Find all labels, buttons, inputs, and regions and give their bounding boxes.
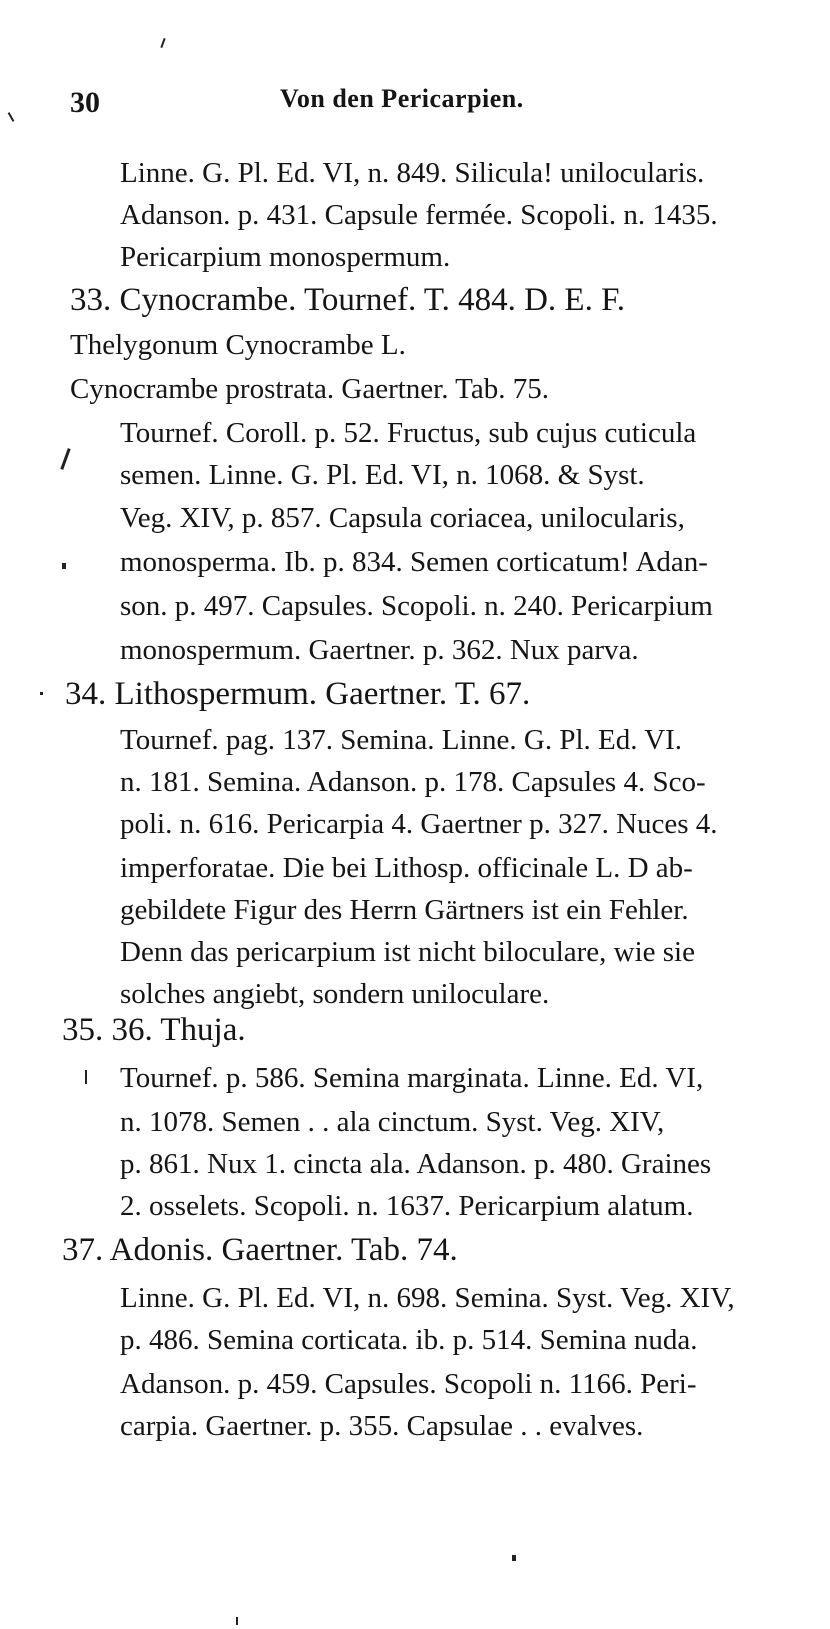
text-line: Veg. XIV, p. 857. Capsula coriacea, unilocularis, (120, 502, 685, 534)
text-line: n. 1078. Semen . . ala cinctum. Syst. Veg. XIV, (120, 1106, 665, 1138)
text-line: solches angiebt, sondern uniloculare. (120, 978, 550, 1010)
text-line: Pericarpium monospermum. (120, 241, 451, 273)
section-heading-35-36: 35. 36. Thuja. (62, 1012, 246, 1048)
text-line: Cynocrambe prostrata. Gaertner. Tab. 75. (70, 373, 549, 405)
scan-speck (40, 692, 43, 695)
text-line: son. p. 497. Capsules. Scopoli. n. 240. Pericarpium (120, 590, 713, 622)
scan-speck (160, 38, 165, 48)
text-line: Adanson. p. 431. Capsule fermée. Scopoli. n. 1435. (120, 199, 718, 231)
text-line: p. 861. Nux 1. cincta ala. Adanson. p. 480. Graines (120, 1148, 712, 1180)
page-number: 30 (70, 86, 100, 119)
text-line: Thelygonum Cynocrambe L. (70, 329, 406, 361)
scan-speck (8, 112, 15, 122)
section-heading-34: 34. Lithospermum. Gaertner. T. 67. (65, 676, 531, 712)
text-line: n. 181. Semina. Adanson. p. 178. Capsules 4. Sco- (120, 766, 706, 798)
scan-speck (85, 1070, 87, 1084)
text-line: 2. osselets. Scopoli. n. 1637. Pericarpium alatum. (120, 1190, 694, 1222)
text-line: Tournef. pag. 137. Semina. Linne. G. Pl. Ed. VI. (120, 724, 683, 756)
scan-speck (62, 563, 66, 569)
running-head: Von den Pericarpien. (280, 84, 524, 113)
text-line: Tournef. Coroll. p. 52. Fructus, sub cujus cuticula (120, 417, 697, 449)
section-heading-37: 37. Adonis. Gaertner. Tab. 74. (62, 1232, 458, 1268)
text-line: Tournef. p. 586. Semina marginata. Linne. Ed. VI, (120, 1062, 704, 1094)
page-header (70, 80, 760, 124)
text-line: monospermum. Gaertner. p. 362. Nux parva. (120, 634, 639, 666)
scan-speck (60, 448, 70, 470)
text-line: Linne. G. Pl. Ed. VI, n. 698. Semina. Syst. Veg. XIV, (120, 1282, 735, 1314)
text-line: gebildete Figur des Herrn Gärtners ist ein Fehler. (120, 894, 689, 926)
text-line: monosperma. Ib. p. 834. Semen corticatum! Adan- (120, 546, 708, 578)
text-line: Adanson. p. 459. Capsules. Scopoli n. 1166. Peri- (120, 1368, 697, 1400)
text-line: p. 486. Semina corticata. ib. p. 514. Semina nuda. (120, 1324, 698, 1356)
text-line: Denn das pericarpium ist nicht biloculare, wie sie (120, 936, 695, 968)
text-line: semen. Linne. G. Pl. Ed. VI, n. 1068. & Syst. (120, 459, 645, 491)
text-line: poli. n. 616. Pericarpia 4. Gaertner p. 327. Nuces 4. (120, 808, 718, 840)
text-line: imperforatae. Die bei Lithosp. officinale L. D ab- (120, 852, 693, 884)
text-line: carpia. Gaertner. p. 355. Capsulae . . evalves. (120, 1410, 644, 1442)
section-heading-33: 33. Cynocrambe. Tournef. T. 484. D. E. F. (70, 282, 626, 318)
scan-speck (236, 1617, 238, 1625)
text-line: Linne. G. Pl. Ed. VI, n. 849. Silicula! unilocularis. (120, 157, 705, 189)
scan-speck (512, 1555, 516, 1561)
